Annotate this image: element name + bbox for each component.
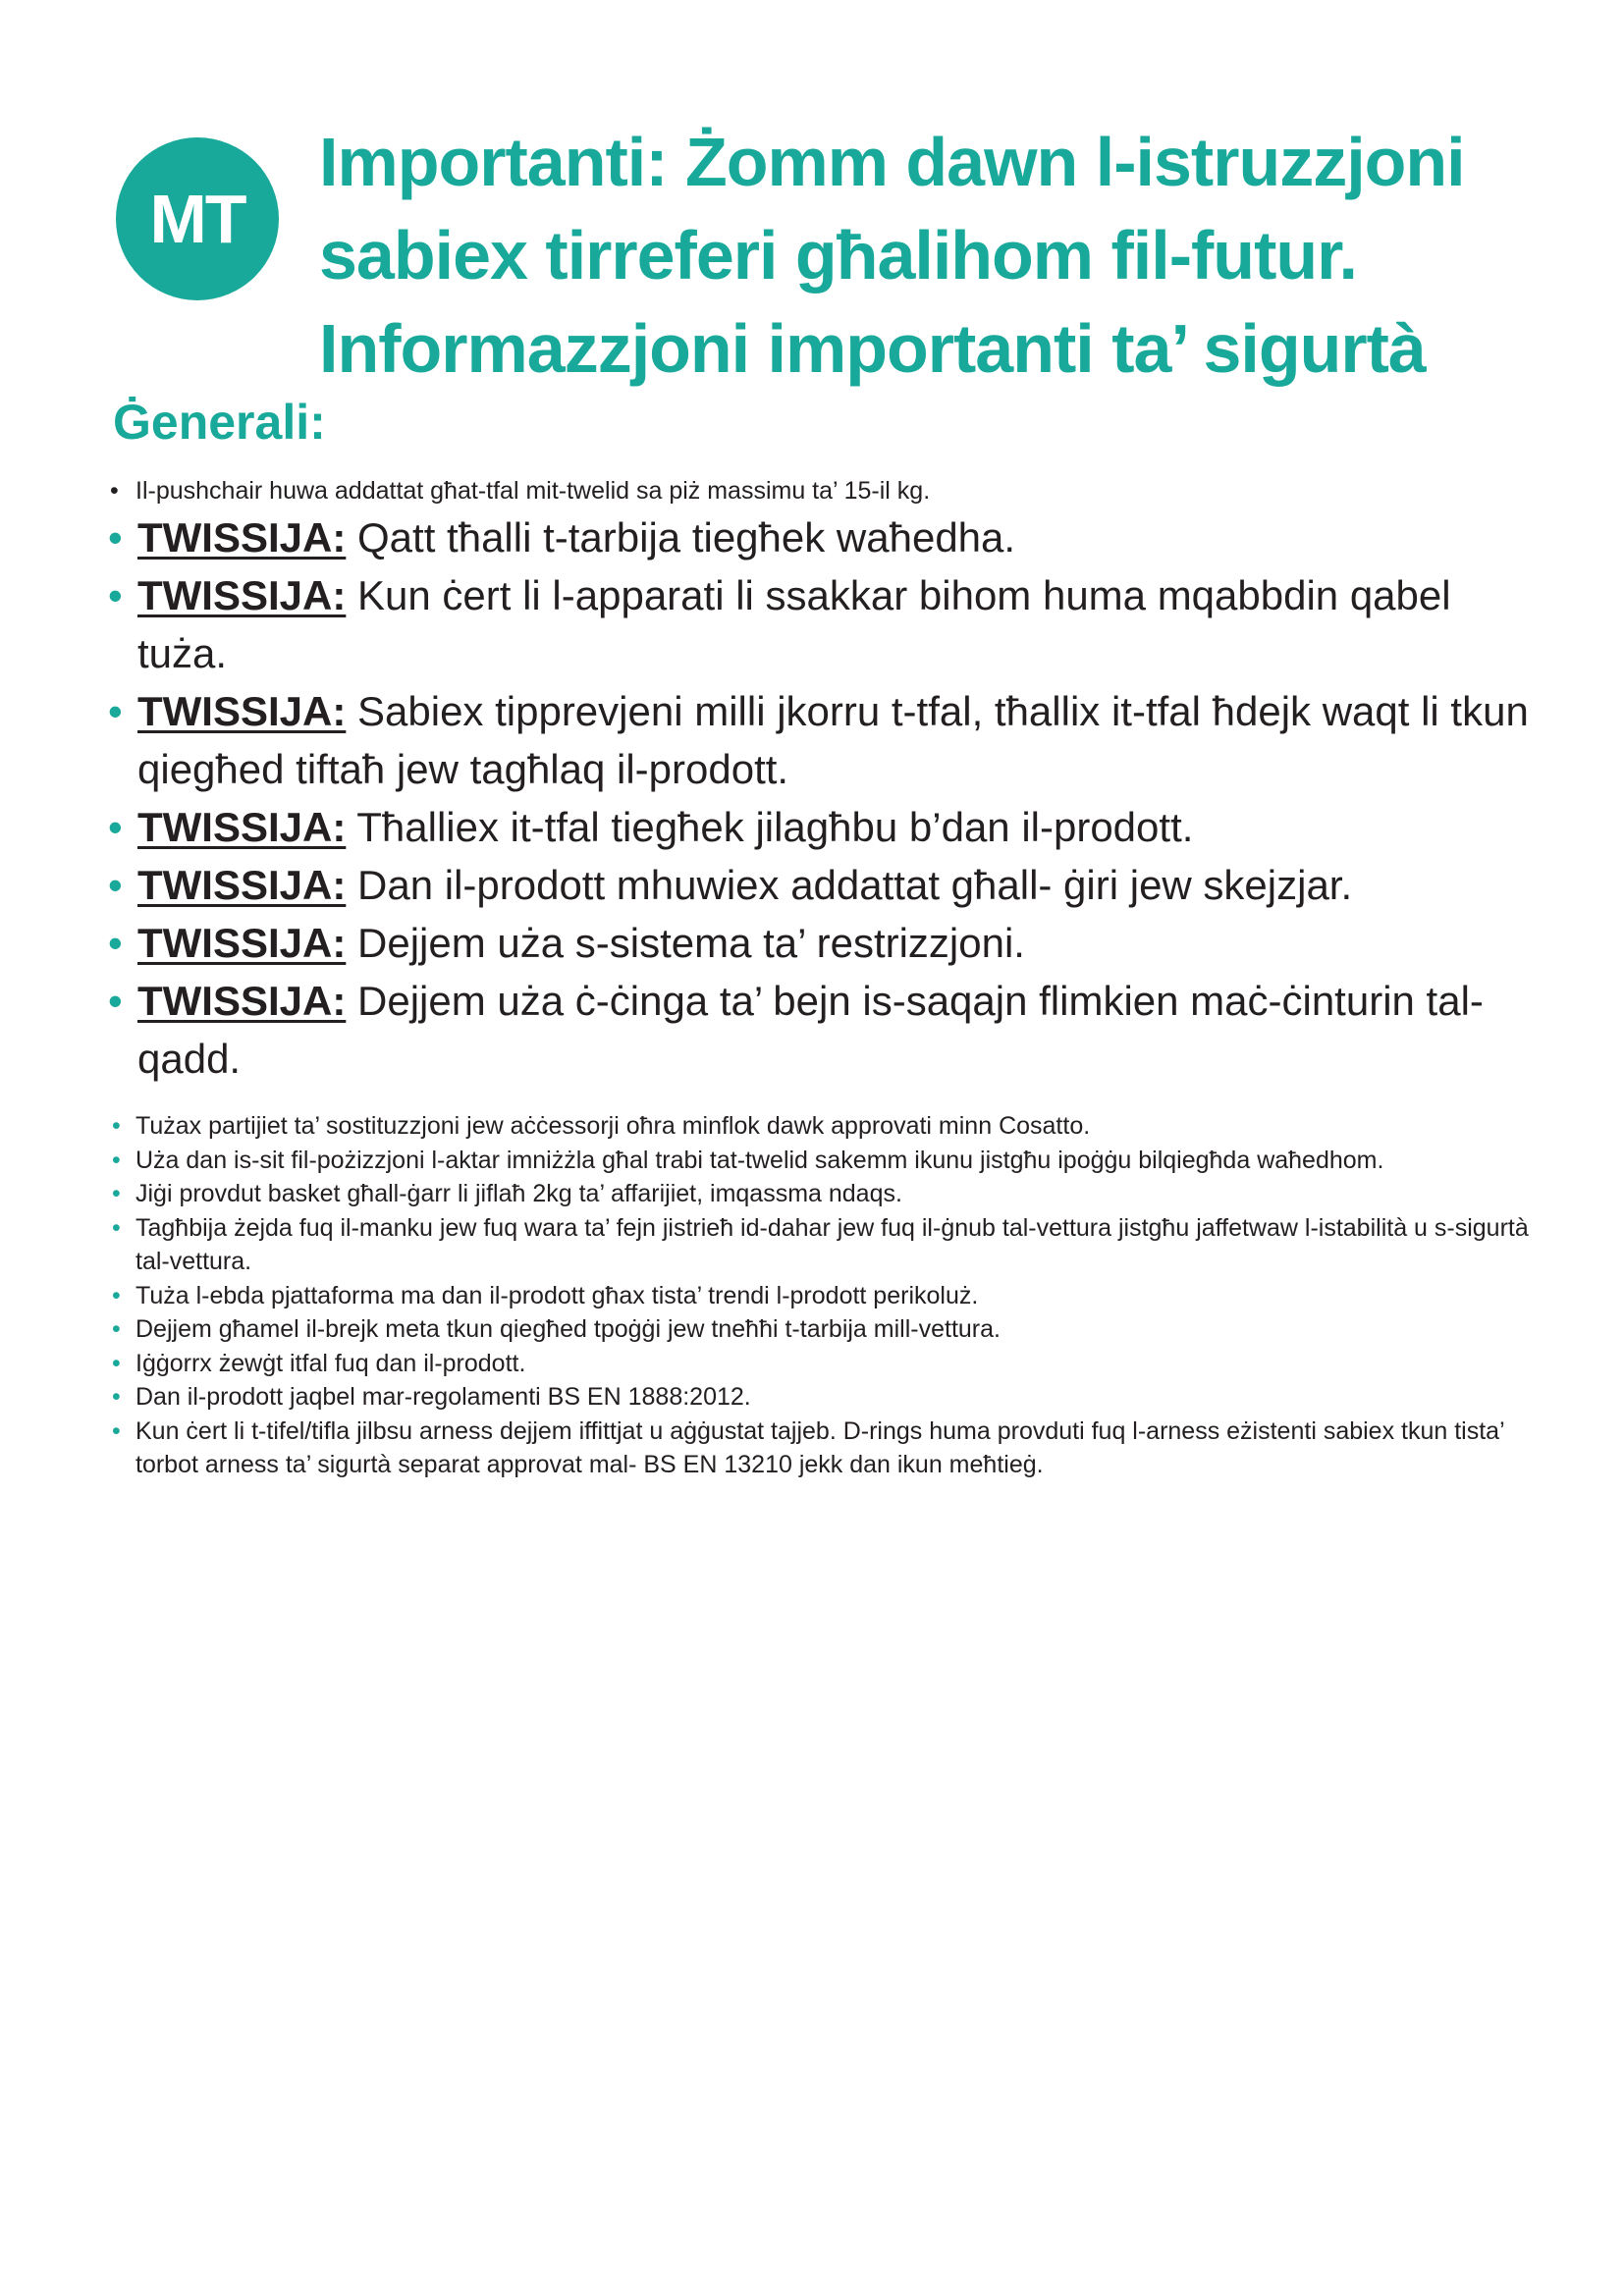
warning-text: Dan il-prodott mhuwiex addattat għall- ġiri jew skejzjar. <box>357 862 1353 908</box>
warning-text: Qatt tħalli t-tarbija tiegħek waħedha. <box>357 514 1016 561</box>
intro-item: • Il-pushchair huwa addattat għat-tfal mit-twelid sa piż massimu ta’ 15-il kg. <box>108 471 1542 510</box>
warning-text: Sabiex tipprevjeni milli jkorru t-tfal, tħallix it-tfal ħdejk waqt li tkun qiegħed tiftaħ jew tagħlaq il-prodott. <box>137 688 1529 792</box>
warning-item <box>108 566 1551 682</box>
section-heading-general: Ġenerali: <box>113 395 326 450</box>
detail-item: • Jiġi provdut basket għall-ġarr li jiflaħ 2kg ta’ affarijiet, imqassma ndaqs. <box>110 1177 1553 1211</box>
warning-item <box>108 856 1551 914</box>
warning-label: TWISSIJA: <box>137 920 347 966</box>
warning-text: Tħalliex it-tfal tiegħek jilagħbu b’dan il-prodott. <box>356 804 1194 850</box>
details-list <box>110 1109 1553 1482</box>
warning-label: TWISSIJA: <box>137 862 347 908</box>
warning-label: TWISSIJA: <box>137 572 347 618</box>
warning-item <box>108 682 1551 798</box>
title-line-1: Importanti: Żomm dawn l-istruzzjoni <box>319 124 1465 200</box>
detail-item: • Tagħbija żejda fuq il-manku jew fuq wara ta’ fejn jistrieħ id-dahar jew fuq il-ġnub tal-vettura jistgħu jaffetwaw l-istabilità u s-sigurtà tal-vettura. <box>110 1211 1553 1279</box>
language-badge: MT <box>116 137 279 300</box>
warning-item <box>108 914 1551 972</box>
warning-text: Dejjem uża ċ-ċinga ta’ bejn is-saqajn flimkien maċ-ċinturin tal-qadd. <box>137 978 1484 1082</box>
intro-list <box>108 471 1542 510</box>
warning-item <box>108 508 1551 566</box>
detail-item: • Kun ċert li t-tifel/tifla jilbsu arness dejjem iffittjat u aġġustat tajjeb. D-rings huma provduti fuq l-arness eżistenti sabiex tkun tista’ torbot arness ta’ sigurtà separat approvat mal- BS EN 13210 jekk dan ikun meħtieġ. <box>110 1415 1553 1482</box>
warning-label: TWISSIJA: <box>137 688 347 734</box>
detail-item: • Uża dan is-sit fil-pożizzjoni l-aktar imniżżla għal trabi tat-twelid sakemm ikunu jistgħu ipoġġu bilqiegħda waħedhom. <box>110 1144 1553 1178</box>
detail-item: • Tużax partijiet ta’ sostituzzjoni jew aċċessorji oħra minflok dawk approvati minn Cosatto. <box>110 1109 1553 1144</box>
warning-label: TWISSIJA: <box>137 514 347 561</box>
detail-item: • Dejjem għamel il-brejk meta tkun qiegħed tpoġġi jew tneħħi t-tarbija mill-vettura. <box>110 1312 1553 1347</box>
warning-item <box>108 972 1551 1088</box>
title-line-2: sabiex tirreferi għalihom fil-futur. <box>319 217 1357 294</box>
page-title <box>319 116 1586 396</box>
warning-text: Dejjem uża s-sistema ta’ restrizzjoni. <box>357 920 1025 966</box>
warnings-list <box>108 508 1551 1088</box>
warning-label: TWISSIJA: <box>137 978 347 1024</box>
warning-item <box>108 798 1551 856</box>
detail-item: • Iġġorrx żewġt itfal fuq dan il-prodott. <box>110 1347 1553 1381</box>
detail-item: • Tuża l-ebda pjattaforma ma dan il-prodott għax tista’ trendi l-prodott perikoluż. <box>110 1279 1553 1313</box>
detail-item: • Dan il-prodott jaqbel mar-regolamenti BS EN 1888:2012. <box>110 1380 1553 1415</box>
title-line-3: Informazzjoni importanti ta’ sigurtà <box>319 310 1426 387</box>
warning-label: TWISSIJA: <box>137 804 347 850</box>
warning-text: Kun ċert li l-apparati li ssakkar bihom huma mqabbdin qabel tuża. <box>137 572 1451 676</box>
